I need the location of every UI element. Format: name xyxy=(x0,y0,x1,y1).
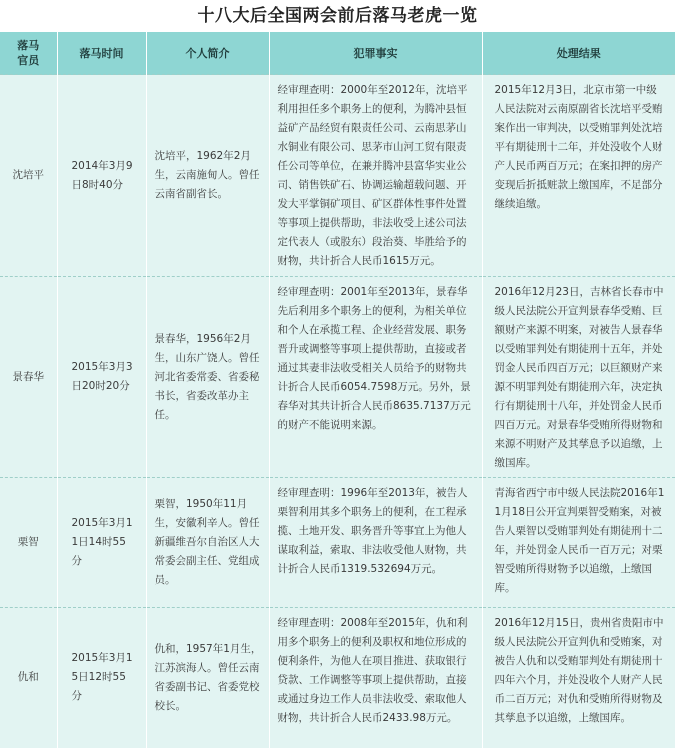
official-bio: 沈培平，1962年2月生，云南施甸人。曾任云南省副省长。 xyxy=(146,75,269,277)
fall-time: 2015年3月11日14时55分 xyxy=(57,478,146,608)
table-row xyxy=(0,277,675,478)
official-bio: 栗智，1950年11月生，安徽利辛人。曾任新疆维吾尔自治区人大常委会副主任、党组成员。 xyxy=(146,478,269,608)
crime-facts: 经审理查明：2008年至2015年，仇和利用多个职务上的便利及职权和地位形成的便利条件，为他人在项目推进、获取银行贷款、工作调整等事项上提供帮助，直接或通过身边工作人员非法收受、索取他人财物，共计折合人民币2433.98万元。 xyxy=(269,608,482,748)
crime-facts: 经审理查明：1996年至2013年，被告人栗智利用其多个职务上的便利，在工程承揽、土地开发、职务晋升等事宜上为他人谋取利益，索取、非法收受他人财物，共计折合人民币1319.532694万元。 xyxy=(269,478,482,608)
verdict-result: 青海省西宁市中级人民法院2016年11月18日公开宣判栗智受贿案，对被告人栗智以受贿罪判处有期徒刑十二年，并处罚金人民币一百万元；对栗智受贿所得财物予以追缴，上缴国库。 xyxy=(482,478,675,608)
fall-time: 2015年3月3日20时20分 xyxy=(57,277,146,478)
table-row xyxy=(0,608,675,748)
verdict-result: 2016年12月23日，吉林省长春市中级人民法院公开宣判景春华受贿、巨额财产来源不明案，对被告人景春华以受贿罪判处有期徒刑十五年，并处罚金人民币四百万元；以巨额财产来源不明罪判处有期徒刑六年，决定执行有期徒刑十八年，并处罚金人民币四百万元。对景春华受贿所得财物和来源不明财产及其孳息予以追缴，上缴国库。 xyxy=(482,277,675,478)
officials-table xyxy=(0,32,675,748)
table-row xyxy=(0,75,675,277)
header-official: 落马 官员 xyxy=(0,32,57,75)
official-name: 仇和 xyxy=(0,608,57,748)
header-crime: 犯罪事实 xyxy=(269,32,482,75)
verdict-result: 2016年12月15日，贵州省贵阳市中级人民法院公开宣判仇和受贿案，对被告人仇和以受贿罪判处有期徒刑十四年六个月，并处没收个人财产人民币二百万元；对仇和受贿所得财物及其孳息予以追缴，上缴国库。 xyxy=(482,608,675,748)
official-name: 景春华 xyxy=(0,277,57,478)
fall-time: 2015年3月15日12时55分 xyxy=(57,608,146,748)
official-bio: 景春华，1956年2月生，山东广饶人。曾任河北省委常委、省委秘书长，省委改革办主任。 xyxy=(146,277,269,478)
verdict-result: 2015年12月3日，北京市第一中级人民法院对云南原副省长沈培平受贿案作出一审判决，以受贿罪判处沈培平有期徒刑十二年，并处没收个人财产人民币两百万元；在案扣押的房产变现后折抵赃款上缴国库，不足部分继续追缴。 xyxy=(482,75,675,277)
table-header-row xyxy=(0,32,675,75)
table-row xyxy=(0,478,675,608)
header-time: 落马时间 xyxy=(57,32,146,75)
page-title: 十八大后全国两会前后落马老虎一览 xyxy=(197,6,478,26)
header-result: 处理结果 xyxy=(482,32,675,75)
official-name: 沈培平 xyxy=(0,75,57,277)
crime-facts: 经审理查明：2000年至2012年，沈培平利用担任多个职务上的便利，为腾冲县恒益矿产品经贸有限责任公司、云南思茅山水铜业有限公司、思茅市山河工贸有限责任公司等单位，在兼并腾冲县富华实业公司、销售铁矿石、协调运输超载问题、开发大平掌铜矿项目、矿区群体性事件处置等事项上提供帮助，非法收受上述公司法定代表人（或股东）段治葵、毕胜给予的财物，共计折合人民币1615万元。 xyxy=(269,75,482,277)
header-bio: 个人简介 xyxy=(146,32,269,75)
crime-facts: 经审理查明：2001年至2013年，景春华先后利用多个职务上的便利，为相关单位和个人在承揽工程、企业经营发展、职务晋升或调整等事项上提供帮助，直接或者通过其妻非法收受相关人员给予的财物共计折合人民币6054.7598万元。另外，景春华对其共计折合人民币8635.7137万元的财产不能说明来源。 xyxy=(269,277,482,478)
official-name: 栗智 xyxy=(0,478,57,608)
fall-time: 2014年3月9日8时40分 xyxy=(57,75,146,277)
official-bio: 仇和，1957年1月生，江苏滨海人。曾任云南省委副书记、省委党校校长。 xyxy=(146,608,269,748)
